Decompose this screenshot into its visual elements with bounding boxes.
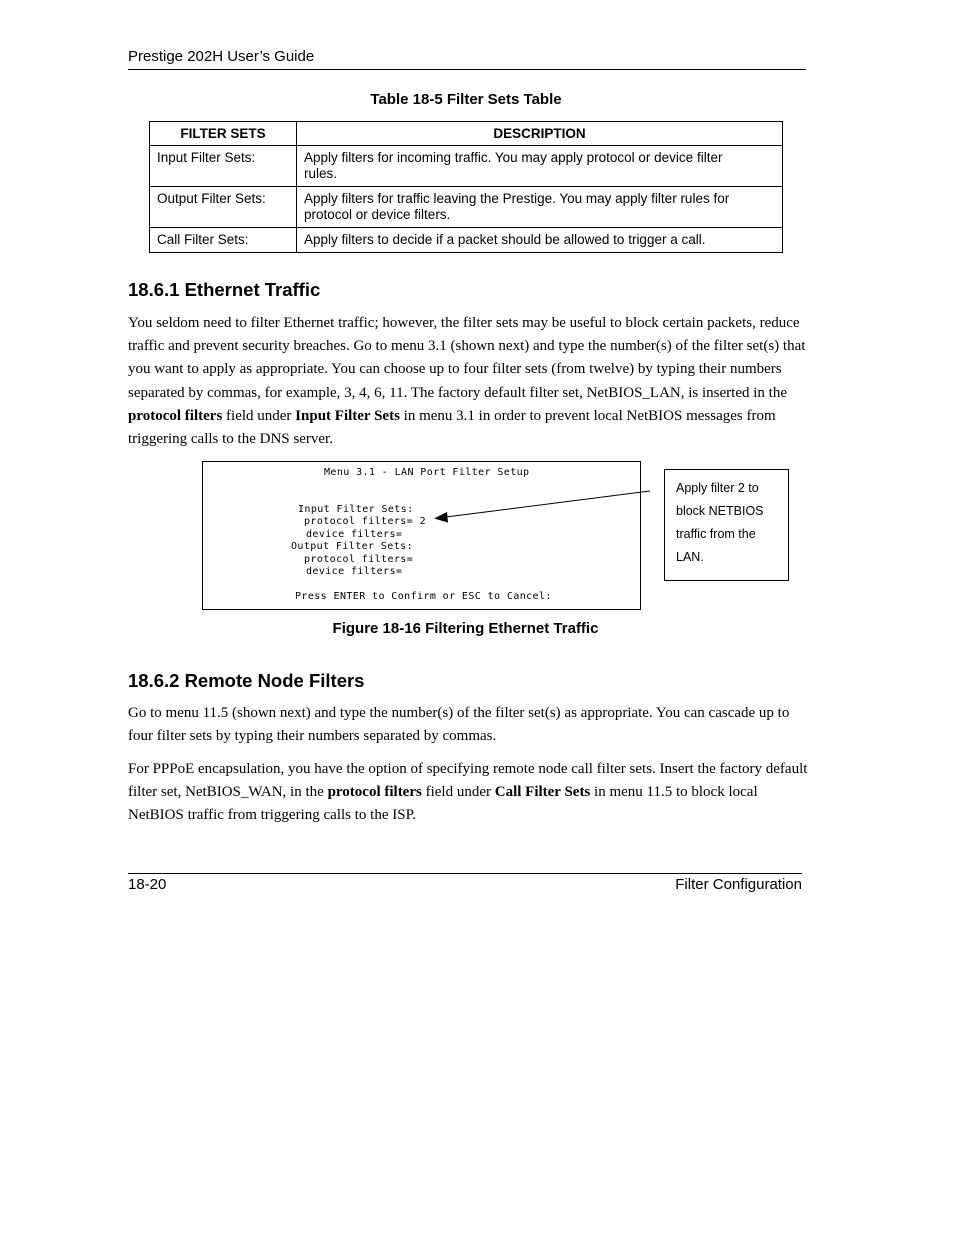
ethernet-traffic-paragraph (128, 312, 808, 451)
callout-text: LAN. (676, 550, 704, 564)
callout-text: traffic from the (676, 527, 756, 541)
table-header-row (150, 122, 783, 146)
filter-set-name: Output Filter Sets: (150, 187, 297, 228)
paragraph-text: field under (421, 784, 495, 801)
description-line: Apply filters for incoming traffic. You may apply protocol or device filter (304, 150, 723, 165)
guide-title: Prestige 202H User’s Guide (128, 48, 315, 65)
bold-term: protocol filters (128, 407, 223, 424)
callout-box (664, 469, 789, 581)
bold-term: protocol filters (327, 784, 422, 801)
description-line: rules. (304, 166, 338, 181)
filter-set-description (297, 187, 783, 228)
filter-sets-table (149, 121, 783, 253)
paragraph-text: in menu 11.5 to block local NetBIOS traffic from triggering calls to the ISP. (128, 784, 758, 824)
paragraph-text: field under (222, 407, 296, 424)
description-line: Apply filters to decide if a packet should be allowed to trigger a call. (304, 232, 706, 247)
bold-term: Input Filter Sets (295, 407, 400, 424)
paragraph-text: You seldom need to filter Ethernet traffic; however, the filter sets may be useful to block certain packets, reduce traffic and prevent security breaches. Go to menu 3.1 (shown next) and type the number(s) of the filter set(s) that you want to apply as appropriate. You can choose up to four filter sets (from twelve) by typing their numbers separated by commas, for example, 3, 4, 6, 11. The factory default filter set, NetBIOS_LAN, is inserted in the (128, 315, 806, 401)
section-heading-ethernet-traffic: 18.6.1 Ethernet Traffic (128, 279, 321, 300)
figure-caption: Figure 18-16 Filtering Ethernet Traffic (332, 620, 599, 637)
input-protocol-filters-field: protocol filters= 2 (304, 516, 426, 527)
chapter-title: Filter Configuration (675, 876, 802, 893)
callout-text: block NETBIOS (676, 504, 764, 518)
input-filter-sets-label: Input Filter Sets: (298, 504, 414, 515)
remote-node-paragraph: Go to menu 11.5 (shown next) and type the number(s) of the filter set(s) as appropriate. You can cascade up to four filter sets by typing their numbers separated by commas. (128, 705, 790, 745)
paragraph-text: For PPPoE encapsulation, you have the option of specifying remote node call filter sets. Insert the factory default filter set, NetBIOS_WAN, in the (128, 761, 808, 801)
table-caption: Table 18-5 Filter Sets Table (370, 91, 562, 108)
column-header-filter-sets: FILTER SETS (150, 122, 297, 146)
table-row (150, 228, 783, 253)
output-protocol-filters-field: protocol filters= (304, 554, 414, 565)
terminal-screen (202, 461, 641, 610)
page-header (128, 47, 806, 70)
output-filter-sets-label: Output Filter Sets: (291, 541, 413, 552)
table-row (150, 187, 783, 228)
section-heading-remote-node-filters: 18.6.2 Remote Node Filters (128, 670, 365, 691)
bold-term: Call Filter Sets (494, 784, 591, 801)
table-row (150, 146, 783, 187)
pppoe-paragraph (128, 758, 808, 828)
output-device-filters-field: device filters= (306, 566, 403, 577)
paragraph-text: in menu 3.1 in order to prevent local NetBIOS messages from triggering calls to the DNS server. (128, 407, 776, 448)
page-footer (128, 873, 802, 898)
column-header-description: DESCRIPTION (297, 122, 783, 146)
filter-set-name: Input Filter Sets: (150, 146, 297, 187)
menu-title: Menu 3.1 - LAN Port Filter Setup (324, 467, 530, 478)
confirm-prompt: Press ENTER to Confirm or ESC to Cancel: (295, 591, 552, 602)
filter-set-description (297, 146, 783, 187)
input-device-filters-field: device filters= (306, 529, 403, 540)
callout-text: Apply filter 2 to (676, 481, 759, 495)
filter-set-description (297, 228, 783, 253)
description-line: protocol or device filters. (304, 207, 451, 222)
description-line: Apply filters for traffic leaving the Prestige. You may apply filter rules for (304, 191, 730, 206)
page-number: 18-20 (128, 876, 167, 893)
filter-set-name: Call Filter Sets: (150, 228, 297, 253)
